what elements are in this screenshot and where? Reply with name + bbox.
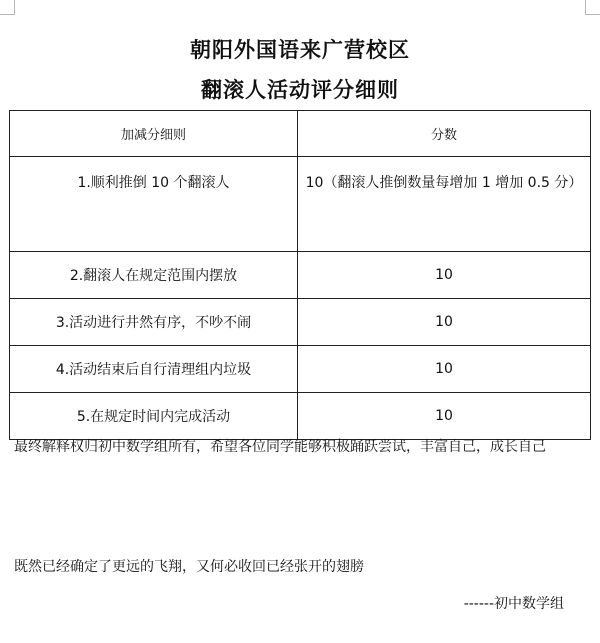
document-subtitle: 翻滚人活动评分细则 [201,77,399,102]
page-corner-mark-left [0,0,15,15]
motto-text: 既然已经确定了更远的飞翔，又何必收回已经张开的翅膀 [14,559,364,575]
scoring-rules-table [9,110,591,440]
rule-cell: 5.在规定时间内完成活动 [10,393,298,440]
rule-cell: 4.活动结束后自行清理组内垃圾 [10,346,298,393]
score-cell: 10 [298,252,591,299]
rule-cell: 1.顺利推倒 10 个翻滚人 [10,157,298,252]
rule-cell: 3.活动进行井然有序，不吵不闹 [10,299,298,346]
document-title: 朝阳外国语来广营校区 [190,37,410,62]
header-score: 分数 [298,111,591,157]
score-cell: 10 [298,393,591,440]
final-interpretation-note: 最终解释权归初中数学组所有，希望各位同学能够积极踊跃尝试，丰富自己，成长自己 [14,439,546,455]
rule-cell: 2.翻滚人在规定范围内摆放 [10,252,298,299]
table-header-row [10,111,591,157]
signature: ------初中数学组 [463,596,564,612]
table-row [10,299,591,346]
page-corner-mark-right [585,0,600,15]
score-cell: 10 [298,299,591,346]
score-cell: 10（翻滚人推倒数量每增加 1 增加 0.5 分） [298,157,591,252]
header-rules: 加减分细则 [10,111,298,157]
table-row [10,157,591,252]
score-cell: 10 [298,346,591,393]
table-row [10,252,591,299]
table-row [10,346,591,393]
